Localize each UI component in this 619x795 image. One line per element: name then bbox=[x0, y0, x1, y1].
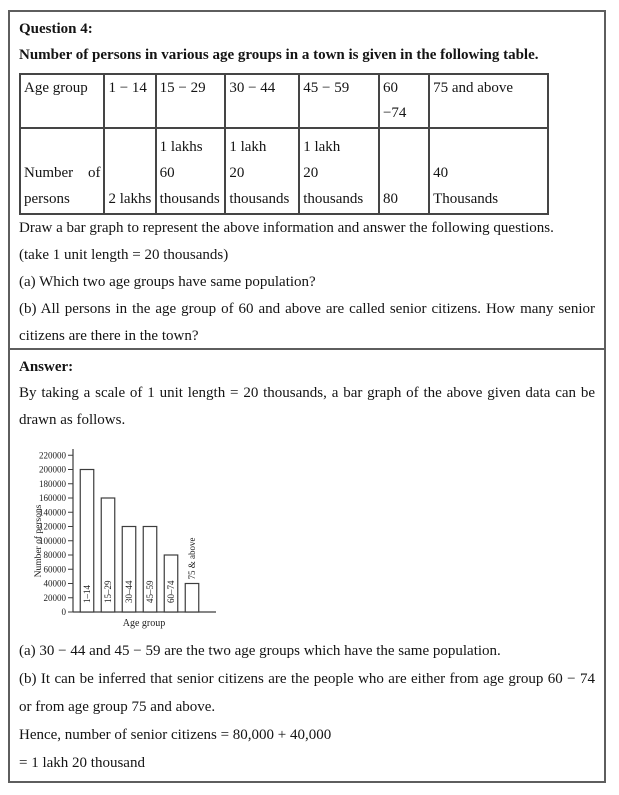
table-cell bbox=[299, 128, 379, 214]
table-header-cell: Age group bbox=[20, 74, 104, 128]
y-tick-label: 20000 bbox=[43, 592, 66, 603]
table-cell-line: 1 lakh bbox=[303, 139, 341, 155]
question-section bbox=[10, 12, 604, 350]
table-header-cell: 1 − 14 bbox=[104, 74, 155, 128]
bar-label: 15–29 bbox=[103, 580, 113, 603]
y-tick-label: 60000 bbox=[43, 564, 66, 575]
answer-hence: Hence, number of senior citizens = 80,000 + 40,000 bbox=[19, 727, 332, 743]
bar-label: 30–44 bbox=[124, 580, 134, 603]
answer-result: = 1 lakh 20 thousand bbox=[19, 755, 145, 771]
y-tick-label: 140000 bbox=[39, 507, 66, 518]
question-part-a: (a) Which two age groups have same population? bbox=[19, 274, 316, 290]
document-frame bbox=[8, 10, 606, 783]
table-cell-line: 40 bbox=[433, 165, 449, 181]
table-cell-line: 80 bbox=[382, 191, 398, 207]
answer-intro: By taking a scale of 1 unit length = 20 thousands, a bar graph of the above given data can be drawn as follows. bbox=[19, 385, 595, 428]
table-header-cell: 15 − 29 bbox=[156, 74, 226, 128]
answer-section bbox=[10, 350, 604, 781]
bar bbox=[185, 584, 199, 613]
table-header-row bbox=[20, 74, 548, 128]
table-cell-line: 1 lakhs bbox=[159, 139, 203, 155]
draw-instruction: Draw a bar graph to represent the above information and answer the following questions. bbox=[19, 220, 554, 236]
table-cell-line: thousands bbox=[303, 191, 364, 207]
table-header-cell: 30 − 44 bbox=[225, 74, 299, 128]
table-cell-line: Thousands bbox=[433, 191, 499, 207]
table-cell bbox=[20, 128, 104, 214]
bar-label: 45–59 bbox=[145, 580, 155, 603]
scale-note: (take 1 unit length = 20 thousands) bbox=[19, 247, 229, 263]
y-tick-label: 120000 bbox=[39, 521, 66, 532]
table-cell bbox=[225, 128, 299, 214]
table-cell-line: thousands bbox=[159, 191, 220, 207]
bar-label: 1–14 bbox=[82, 585, 92, 603]
bar-label: 75 & above bbox=[187, 537, 197, 580]
question-intro: Number of persons in various age groups in a town is given in the following table. bbox=[19, 47, 539, 63]
table-cell bbox=[104, 128, 155, 214]
answer-text-block bbox=[19, 637, 595, 777]
table-data-row bbox=[20, 128, 548, 214]
bar-chart bbox=[31, 441, 277, 637]
y-tick-label: 180000 bbox=[39, 478, 66, 489]
table-cell-line: 20 bbox=[303, 165, 319, 181]
y-tick-label: 200000 bbox=[39, 464, 66, 475]
answer-part-a: (a) 30 − 44 and 45 − 59 are the two age groups which have the same population. bbox=[19, 643, 501, 659]
table-cell-line: Number of bbox=[24, 165, 101, 181]
table-cell bbox=[429, 128, 548, 214]
table-cell-line: thousands bbox=[229, 191, 290, 207]
y-axis-title: Number of persons bbox=[34, 504, 44, 578]
table-cell-line: 1 lakh bbox=[229, 139, 267, 155]
data-table bbox=[19, 73, 549, 215]
question-label: Question 4: bbox=[19, 21, 93, 37]
y-tick-label: 80000 bbox=[43, 550, 66, 560]
y-tick-label: 100000 bbox=[39, 535, 66, 546]
table-cell-line: 2 lakhs bbox=[108, 191, 152, 207]
table-header-cell: 75 and above bbox=[429, 74, 548, 128]
y-tick-label: 160000 bbox=[39, 493, 66, 503]
table-cell-line: 60 bbox=[159, 165, 175, 181]
table-cell-line: persons bbox=[24, 191, 70, 207]
table-cell bbox=[379, 128, 429, 214]
table-header-cell: 60 −74 bbox=[379, 74, 429, 128]
bar-label: 60–74 bbox=[166, 580, 176, 603]
question-part-b: (b) All persons in the age group of 60 and above are called senior citizens. How many senior citizens are there in the town? bbox=[19, 301, 595, 344]
answer-part-b: (b) It can be inferred that senior citizens are the people who are either from age group 60 − 74 or from age group 75 and above. bbox=[19, 671, 595, 715]
x-axis-title: Age group bbox=[122, 618, 166, 629]
y-tick-label: 40000 bbox=[43, 578, 66, 589]
table-header-cell: 45 − 59 bbox=[299, 74, 379, 128]
y-tick-label: 220000 bbox=[39, 450, 66, 461]
answer-label: Answer: bbox=[19, 359, 74, 375]
y-tick-label: 0 bbox=[61, 607, 66, 617]
table-cell-line: 20 bbox=[229, 165, 245, 181]
table-cell bbox=[156, 128, 226, 214]
